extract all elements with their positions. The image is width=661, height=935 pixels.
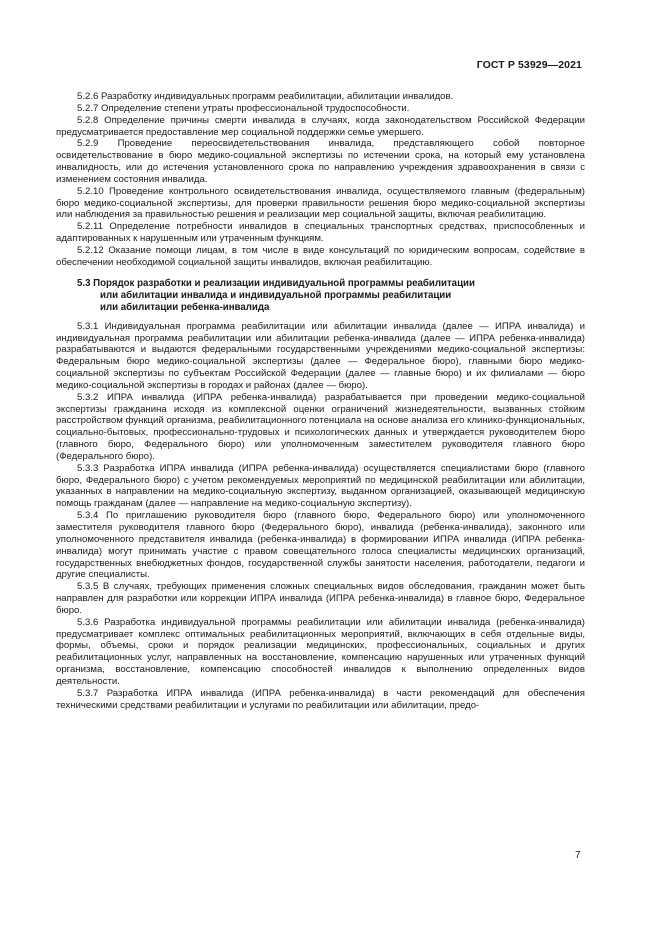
paragraph-5-3-2: 5.3.2 ИПРА инвалида (ИПРА ребенка-инвалида) разрабатывается при проведении медико-социальной экспертизы гражданина исходя из комплексной оценки ограничений жизнедеятельности, вызванных стойким расстройством функций организма, реабилитационного потенциала на основе анализа его клинико-функциональных, социально-бытовых, профессионально-трудовых и психологических данных и утверждается руководителем бюро (главного бюро, Федерального бюро) или уполномоченным заместителем руководителя главного бюро (Федерального бюро). [56,391,585,462]
paragraph-5-2-7: 5.2.7 Определение степени утраты профессиональной трудоспособности. [77,102,410,114]
section-heading-line-2: или абилитации инвалида и индивидуальной программы реабилитации [100,289,452,301]
paragraph-5-3-4: 5.3.4 По приглашению руководителя бюро (главного бюро, Федерального бюро) или уполномоченного заместителя руководителя главного бюро (Федерального бюро), инвалида (ребенка-инвалида), законного или уполномоченного представителя инвалида (ребенка-инвалида) в формировании ИПРА инвалида (ИПРА ребенка-инвалида) могут принимать участие с правом совещательного голоса специалисты медицинских организаций, государственных внебюджетных фондов, государственной службы занятости населения, работодатели, педагоги и другие специалисты. [56,510,585,581]
paragraph-5-2-10: 5.2.10 Проведение контрольного освидетельствования инвалида, осуществляемого главным (федеральным) бюро медико-социальной экспертизы, для проверки правильности решения бюро медико-социальной экспертизы или наблюдения за правильностью решения и реализации мер социальной защиты, включая реабилитацию. [56,185,585,221]
paragraph-5-3-7: 5.3.7 Разработка ИПРА инвалида (ИПРА ребенка-инвалида) в части рекомендаций для обеспечения техническими средствами реабилитации и услугами по реабилитации или абилитации, предо- [56,687,585,711]
section-heading-5-3 [56,278,585,314]
section-heading-line-1: 5.3 Порядок разработки и реализации индивидуальной программы реабилитации [77,277,475,289]
standard-designation: ГОСТ Р 53929—2021 [476,59,582,71]
paragraph-5-2-9: 5.2.9 Проведение переосвидетельствования инвалида, представляющего собой повторное освидетельствование в бюро медико-социальной экспертизы по истечении срока, на который ему установлена инвалидность, или до истечения установленного срока по направлению учреждения здравоохранения в связи с изменением состояния инвалида. [56,138,585,185]
page-number: 7 [575,850,581,861]
paragraph-5-2-11: 5.2.11 Определение потребности инвалидов в специальных транспортных средствах, приспособленных и адаптированных к нарушенным или утраченным функциям. [56,221,585,245]
paragraph-5-3-3: 5.3.3 Разработка ИПРА инвалида (ИПРА ребенка-инвалида) осуществляется специалистами бюро (главного бюро, Федерального бюро) с учетом рекомендуемых мероприятий по медицинской реабилитации или абилитации, указанных в направлении на медико-социальную экспертизу, выданном организацией, оказывающей медицинскую помощь гражданам (далее — направление на медико-социальную экспертизу). [56,462,585,510]
paragraph-5-2-8: 5.2.8 Определение причины смерти инвалида в случаях, когда законодательством Российской Федерации предусматривается предоставление мер социальной поддержки семье умершего. [56,114,585,138]
paragraph-5-2-6: 5.2.6 Разработку индивидуальных программ реабилитации, абилитации инвалидов. [77,91,454,102]
section-heading-line-3: или абилитации ребенка-инвалида [100,301,270,313]
paragraph-5-3-1: 5.3.1 Индивидуальная программа реабилитации или абилитации инвалида (далее — ИПРА инвалида) и индивидуальная программа реабилитации или абилитации ребенка-инвалида (далее — ИПРА ребенка-инвалида) разрабатываются и выдаются федеральными государственными учреждениями медико-социальной экспертизы: Федеральным бюро медико-социальной экспертизы (далее — Федеральное бюро), главными бюро медико-социальной экспертизы по субъектам Российской Федерации (далее — главные бюро) и их филиалами — бюро медико-социальной экспертизы в городах и районах (далее — бюро). [56,320,585,391]
paragraph-5-3-6: 5.3.6 Разработка индивидуальной программы реабилитации или абилитации инвалида (ребенка-инвалида) предусматривает комплекс оптимальных реабилитационных мероприятий, включающих в себя отдельные виды, формы, объемы, сроки и порядок реализации медицинских, профессиональных, социальных и других реабилитационных услуг, направленных на восстановление, компенсацию нарушенных или утраченных функций организма, восстановление, компенсацию способностей инвалидов к выполнению определенных видов деятельности. [56,616,585,687]
document-body [56,91,585,712]
paragraph-5-2-12: 5.2.12 Оказание помощи лицам, в том числе в виде консультаций по юридическим вопросам, содействие в обеспечении необходимой социальной защиты инвалидов, включая реабилитацию. [56,244,585,268]
paragraph-5-3-5: 5.3.5 В случаях, требующих применения сложных специальных видов обследования, гражданин может быть направлен для разработки или коррекции ИПРА инвалида (ИПРА ребенка-инвалида) в главное бюро, Федеральное бюро. [56,581,585,616]
